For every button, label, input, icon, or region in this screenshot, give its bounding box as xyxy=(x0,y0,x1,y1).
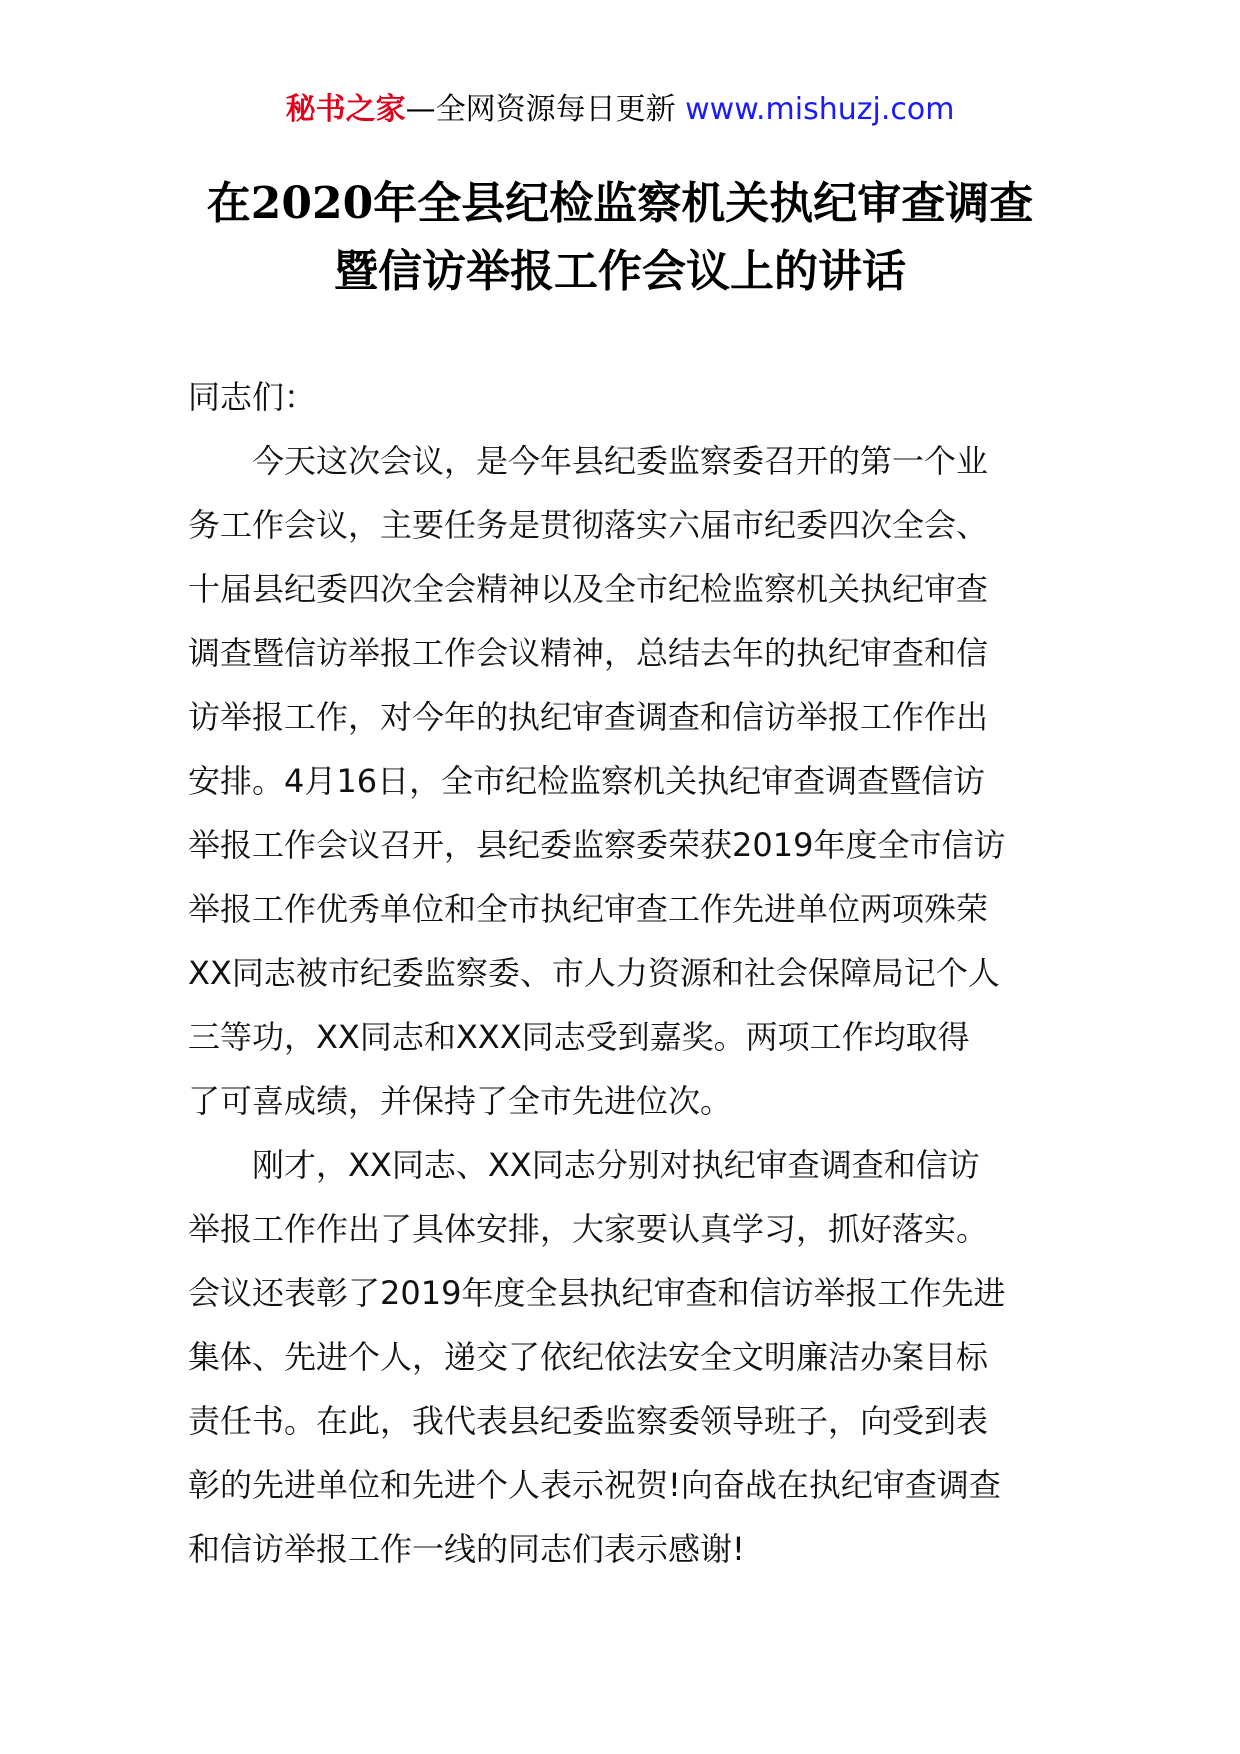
title-line-1: 在2020年全县纪检监察机关执纪审查调查 xyxy=(206,178,1034,229)
salutation: 同志们： xyxy=(188,378,317,416)
site-header xyxy=(0,90,1240,130)
brand-name: 秘书之家 xyxy=(285,92,406,127)
paragraph-line: 十届县纪委四次全会精神以及全市纪检监察机关执纪审查 xyxy=(188,570,989,608)
paragraph-1 xyxy=(188,429,1068,1133)
paragraph-line: 刚才，XX同志、XX同志分别对执纪审查调查和信访 xyxy=(252,1146,980,1184)
paragraph-2 xyxy=(188,1133,1068,1581)
paragraph-line: 三等功，XX同志和XXX同志受到嘉奖。两项工作均取得 xyxy=(188,1018,970,1056)
paragraph-line: 会议还表彰了2019年度全县执纪审查和信访举报工作先进 xyxy=(188,1274,1006,1312)
paragraph-line: 举报工作作出了具体安排，大家要认真学习，抓好落实。 xyxy=(188,1210,989,1248)
paragraph-line: 和信访举报工作一线的同志们表示感谢! xyxy=(188,1530,745,1568)
header-tagline: —全网资源每日更新 xyxy=(405,92,686,127)
paragraph-line: XX同志被市纪委监察委、市人力资源和社会保障局记个人 xyxy=(188,954,1000,992)
paragraph-line: 举报工作会议召开，县纪委监察委荣获2019年度全市信访 xyxy=(188,826,1006,864)
title-line-2: 暨信访举报工作会议上的讲话 xyxy=(334,246,906,297)
paragraph-line: 了可喜成绩，并保持了全市先进位次。 xyxy=(188,1082,733,1120)
paragraph-line: 访举报工作，对今年的执纪审查调查和信访举报工作作出 xyxy=(188,698,989,736)
paragraph-line: 调查暨信访举报工作会议精神，总结去年的执纪审查和信 xyxy=(188,634,989,672)
paragraph-line: 彰的先进单位和先进个人表示祝贺!向奋战在执纪审查调查 xyxy=(188,1466,1001,1504)
paragraph-line: 举报工作优秀单位和全市执纪审查工作先进单位两项殊荣 xyxy=(188,890,989,928)
document-body xyxy=(188,365,1068,1581)
paragraph-line: 安排。4月16日，全市纪检监察机关执纪审查调查暨信访 xyxy=(188,762,986,800)
paragraph-line: 集体、先进个人，递交了依纪依法安全文明廉洁办案目标 xyxy=(188,1338,989,1376)
site-url-link[interactable]: www.mishuzj.com xyxy=(685,92,955,127)
paragraph-line: 务工作会议，主要任务是贯彻落实六届市纪委四次全会、 xyxy=(188,506,989,544)
paragraph-line: 责任书。在此，我代表县纪委监察委领导班子，向受到表 xyxy=(188,1402,989,1440)
paragraph-line: 今天这次会议，是今年县纪委监察委召开的第一个业 xyxy=(252,442,989,480)
document-title xyxy=(160,170,1080,306)
